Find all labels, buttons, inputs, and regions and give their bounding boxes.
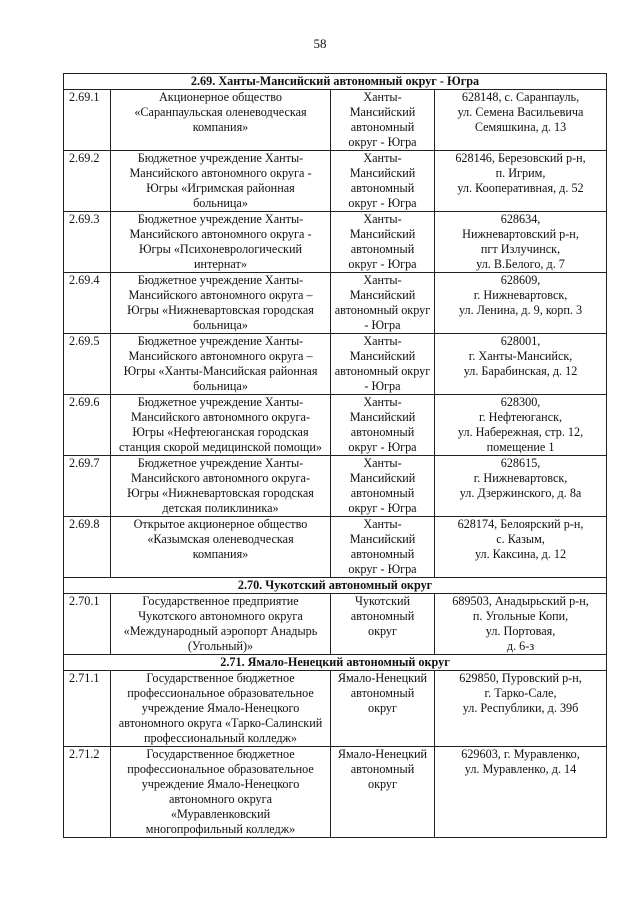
region-name-line: Мансийский xyxy=(349,288,416,302)
address-line: пгт Излучинск, xyxy=(480,242,561,256)
organization-name-line: профессиональное образовательное xyxy=(127,762,314,776)
row-number: 2.70.1 xyxy=(64,594,111,655)
section-header-row xyxy=(64,578,607,594)
region-name-line: округ - Югра xyxy=(348,196,417,210)
region-name-line: Ханты- xyxy=(363,334,402,348)
organization-name-line: интернат» xyxy=(194,257,247,271)
organization-name xyxy=(111,334,331,395)
region-name-line: автономный xyxy=(350,686,415,700)
address-line: г. Нижневартовск, xyxy=(473,288,568,302)
address-line: г. Тарко-Сале, xyxy=(484,686,557,700)
organization-name-line: Югры «Ханты-Мансийская районная xyxy=(123,364,318,378)
organization-name-line: Мансийского автономного округа – xyxy=(128,349,313,363)
organizations-table xyxy=(63,73,607,838)
organization-name-line: Югры «Психоневрологический xyxy=(138,242,303,256)
address-line: 628609, xyxy=(500,273,541,287)
row-number: 2.69.6 xyxy=(64,395,111,456)
region-name xyxy=(331,517,435,578)
organizations-table-body xyxy=(64,74,607,838)
address-line: ул. Ленина, д. 9, корп. 3 xyxy=(458,303,583,317)
organization-name-line: Акционерное общество xyxy=(158,90,282,104)
organization-name xyxy=(111,747,331,838)
organization-name xyxy=(111,594,331,655)
section-title: 2.69. Ханты-Мансийский автономный округ - Югра xyxy=(64,74,607,90)
region-name-line: - Югра xyxy=(364,379,401,393)
organization-name-line: Бюджетное учреждение Ханты- xyxy=(137,456,304,470)
organization-name-line: больница» xyxy=(193,379,248,393)
region-name-line: автономный xyxy=(350,242,415,256)
address-line: 628615, xyxy=(500,456,541,470)
row-number: 2.69.3 xyxy=(64,212,111,273)
address-line: 689503, Анадырьский р-н, xyxy=(452,594,589,608)
table-row xyxy=(64,517,607,578)
address-line: 628174, Белоярский р-н, xyxy=(457,517,584,531)
region-name-line: автономный округ xyxy=(334,364,431,378)
organization-name-line: автономного округа «Тарко-Салинский xyxy=(118,716,323,730)
row-number: 2.71.1 xyxy=(64,671,111,747)
address-line: г. Ханты-Мансийск, xyxy=(468,349,573,363)
organization-name-line: Югры «Нижневартовская городская xyxy=(127,486,314,500)
region-name-line: округ - Югра xyxy=(348,440,417,454)
address-line: г. Нефтеюганск, xyxy=(478,410,563,424)
address-line: 628148, с. Саранпауль, xyxy=(461,90,580,104)
address xyxy=(435,90,607,151)
address-line: г. Нижневартовск, xyxy=(473,471,568,485)
organization-name-line: Мансийского автономного округа- xyxy=(130,410,311,424)
organization-name-line: Открытое акционерное общество xyxy=(133,517,308,531)
organization-name xyxy=(111,90,331,151)
organization-name xyxy=(111,212,331,273)
region-name-line: Мансийский xyxy=(349,410,416,424)
organization-name-line: Государственное предприятие xyxy=(142,594,299,608)
section-header-row xyxy=(64,74,607,90)
row-number: 2.69.8 xyxy=(64,517,111,578)
organization-name xyxy=(111,273,331,334)
region-name-line: округ - Югра xyxy=(348,501,417,515)
organization-name-line: Государственное бюджетное xyxy=(146,671,295,685)
organization-name-line: детская поликлиника» xyxy=(162,501,279,515)
table-row xyxy=(64,151,607,212)
region-name-line: автономный xyxy=(350,120,415,134)
section-header-row xyxy=(64,655,607,671)
region-name-line: Ханты- xyxy=(363,212,402,226)
region-name-line: Ханты- xyxy=(363,456,402,470)
organization-name xyxy=(111,456,331,517)
address-line: ул. Каксина, д. 12 xyxy=(474,547,567,561)
region-name-line: Мансийский xyxy=(349,227,416,241)
organization-name-line: Бюджетное учреждение Ханты- xyxy=(137,151,304,165)
address xyxy=(435,151,607,212)
region-name-line: округ xyxy=(367,777,398,791)
region-name-line: автономный xyxy=(350,762,415,776)
region-name-line: Ханты- xyxy=(363,151,402,165)
address-line: ул. Кооперативная, д. 52 xyxy=(457,181,584,195)
address-line: ул. Портовая, xyxy=(485,624,556,638)
row-number: 2.69.1 xyxy=(64,90,111,151)
region-name-line: - Югра xyxy=(364,318,401,332)
organization-name-line: «Муравленковский xyxy=(170,807,271,821)
address-line: 628300, xyxy=(500,395,541,409)
region-name-line: автономный xyxy=(350,547,415,561)
organization-name-line: Бюджетное учреждение Ханты- xyxy=(137,273,304,287)
address-line: п. Угольные Копи, xyxy=(472,609,569,623)
row-number: 2.69.4 xyxy=(64,273,111,334)
organization-name-line: больница» xyxy=(193,318,248,332)
region-name xyxy=(331,671,435,747)
organization-name xyxy=(111,517,331,578)
address-line: ул. Семена Васильевича xyxy=(457,105,584,119)
organization-name xyxy=(111,395,331,456)
table-row xyxy=(64,212,607,273)
region-name-line: автономный xyxy=(350,181,415,195)
organization-name-line: автономного округа xyxy=(168,792,273,806)
region-name-line: Мансийский xyxy=(349,105,416,119)
address xyxy=(435,456,607,517)
region-name-line: Мансийский xyxy=(349,166,416,180)
organization-name-line: профессиональное образовательное xyxy=(127,686,314,700)
region-name xyxy=(331,395,435,456)
address xyxy=(435,212,607,273)
region-name-line: Ханты- xyxy=(363,273,402,287)
region-name xyxy=(331,747,435,838)
region-name-line: округ - Югра xyxy=(348,257,417,271)
address-line: 629603, г. Муравленко, xyxy=(461,747,580,761)
section-title: 2.70. Чукотский автономный округ xyxy=(64,578,607,594)
region-name-line: Ханты- xyxy=(363,90,402,104)
region-name-line: Ямало-Ненецкий xyxy=(337,747,428,761)
address-line: 629850, Пуровский р-н, xyxy=(459,671,582,685)
region-name xyxy=(331,151,435,212)
address-line: ул. Дзержинского, д. 8а xyxy=(459,486,582,500)
address xyxy=(435,334,607,395)
table-row xyxy=(64,671,607,747)
address-line: 628146, Березовский р-н, xyxy=(455,151,586,165)
organization-name-line: профессиональный колледж» xyxy=(143,731,298,745)
organization-name-line: Государственное бюджетное xyxy=(146,747,295,761)
row-number: 2.69.2 xyxy=(64,151,111,212)
organization-name-line: многопрофильный колледж» xyxy=(145,822,296,836)
address xyxy=(435,517,607,578)
region-name-line: Чукотский xyxy=(354,594,411,608)
page-number: 58 xyxy=(313,36,327,51)
region-name-line: Мансийский xyxy=(349,471,416,485)
address-line: ул. Барабинская, д. 12 xyxy=(463,364,578,378)
section-title: 2.71. Ямало-Ненецкий автономный округ xyxy=(64,655,607,671)
address-line: 628001, xyxy=(500,334,541,348)
table-row xyxy=(64,334,607,395)
row-number: 2.69.5 xyxy=(64,334,111,395)
table-row xyxy=(64,747,607,838)
organization-name-line: «Казымская оленеводческая xyxy=(147,532,294,546)
table-row xyxy=(64,456,607,517)
region-name xyxy=(331,273,435,334)
address-line: ул. Муравленко, д. 14 xyxy=(464,762,577,776)
address-line: д. 6-з xyxy=(506,639,535,653)
region-name-line: Мансийский xyxy=(349,532,416,546)
organization-name-line: Бюджетное учреждение Ханты- xyxy=(137,334,304,348)
region-name-line: автономный xyxy=(350,425,415,439)
address-line: ул. В.Белого, д. 7 xyxy=(476,257,565,271)
address-line: с. Казым, xyxy=(496,532,545,546)
address xyxy=(435,747,607,838)
region-name xyxy=(331,212,435,273)
region-name xyxy=(331,334,435,395)
address xyxy=(435,395,607,456)
address-line: ул. Республики, д. 39б xyxy=(462,701,579,715)
row-number: 2.71.2 xyxy=(64,747,111,838)
region-name-line: округ - Югра xyxy=(348,562,417,576)
region-name xyxy=(331,90,435,151)
organization-name xyxy=(111,671,331,747)
address-line: помещение 1 xyxy=(486,440,555,454)
organization-name-line: учреждение Ямало-Ненецкого xyxy=(141,777,300,791)
address xyxy=(435,671,607,747)
table-row xyxy=(64,395,607,456)
region-name-line: округ xyxy=(367,624,398,638)
row-number: 2.69.7 xyxy=(64,456,111,517)
region-name-line: автономный округ xyxy=(334,303,431,317)
region-name-line: округ xyxy=(367,701,398,715)
table-row xyxy=(64,90,607,151)
region-name-line: Ханты- xyxy=(363,517,402,531)
organization-name-line: Чукотского автономного округа xyxy=(138,609,303,623)
address-line: 628634, xyxy=(500,212,541,226)
region-name-line: Ямало-Ненецкий xyxy=(337,671,428,685)
region-name xyxy=(331,456,435,517)
organization-name-line: Мансийского автономного округа- xyxy=(130,471,311,485)
region-name-line: Ханты- xyxy=(363,395,402,409)
table-row xyxy=(64,594,607,655)
organization-name-line: Югры «Игримская районная xyxy=(146,181,295,195)
organization-name-line: Мансийского автономного округа - xyxy=(129,227,312,241)
organization-name-line: больница» xyxy=(193,196,248,210)
organization-name-line: (Угольный)» xyxy=(187,639,254,653)
address-line: п. Игрим, xyxy=(495,166,546,180)
organization-name-line: учреждение Ямало-Ненецкого xyxy=(141,701,300,715)
address xyxy=(435,594,607,655)
address-line: Семяшкина, д. 13 xyxy=(474,120,567,134)
organization-name-line: Югры «Нефтеюганская городская xyxy=(132,425,309,439)
organization-name-line: «Саранпаульская оленеводческая xyxy=(134,105,307,119)
region-name-line: округ - Югра xyxy=(348,135,417,149)
organization-name-line: компания» xyxy=(192,120,249,134)
organization-name-line: Бюджетное учреждение Ханты- xyxy=(137,395,304,409)
region-name-line: автономный xyxy=(350,609,415,623)
organization-name-line: Мансийского автономного округа – xyxy=(128,288,313,302)
table-row xyxy=(64,273,607,334)
address-line: Нижневартовский р-н, xyxy=(462,227,579,241)
organization-name-line: компания» xyxy=(192,547,249,561)
region-name-line: Мансийский xyxy=(349,349,416,363)
organization-name-line: Бюджетное учреждение Ханты- xyxy=(137,212,304,226)
organization-name xyxy=(111,151,331,212)
organization-name-line: Мансийского автономного округа - xyxy=(129,166,312,180)
region-name xyxy=(331,594,435,655)
organization-name-line: «Международный аэропорт Анадырь xyxy=(123,624,318,638)
organization-name-line: Югры «Нижневартовская городская xyxy=(127,303,314,317)
address-line: ул. Набережная, стр. 12, xyxy=(457,425,584,439)
organization-name-line: станция скорой медицинской помощи» xyxy=(119,440,322,454)
region-name-line: автономный xyxy=(350,486,415,500)
address xyxy=(435,273,607,334)
